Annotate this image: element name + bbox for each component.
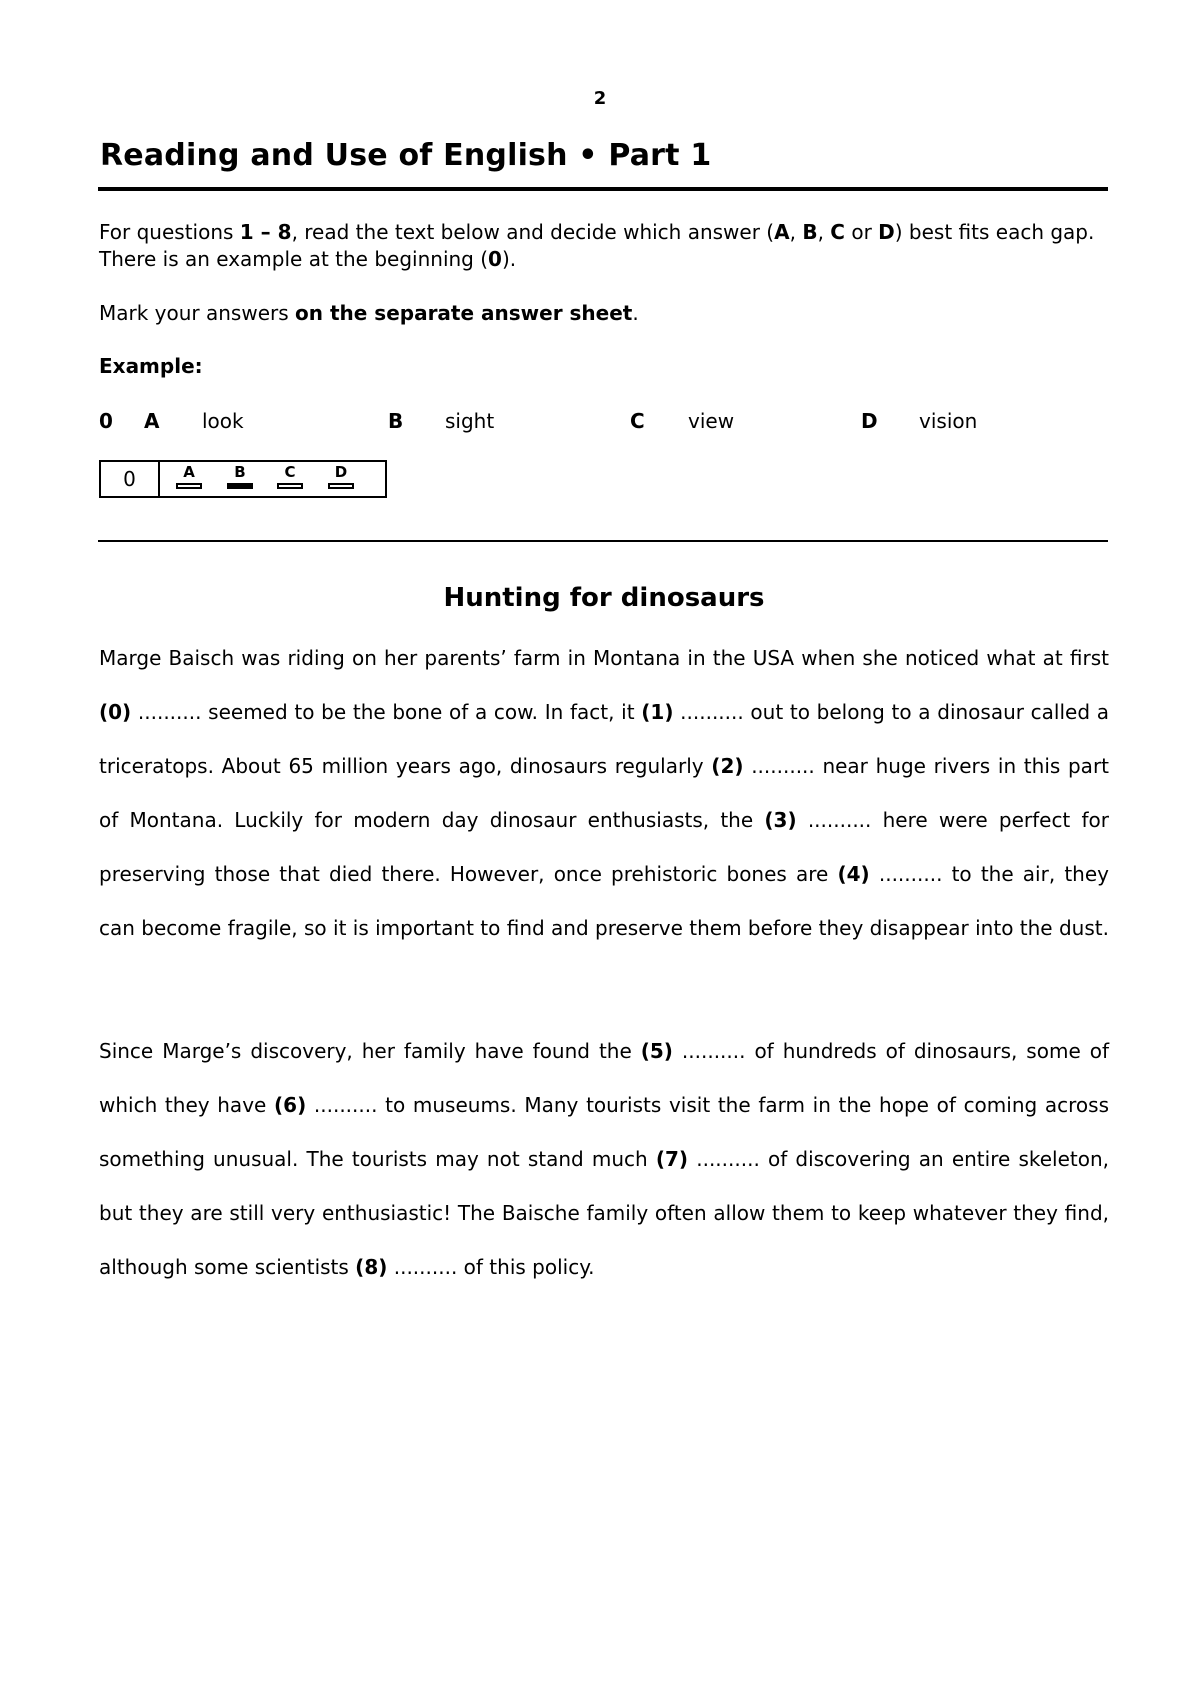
example-option-word: sight — [445, 409, 495, 433]
example-number: 0 — [488, 247, 502, 271]
passage-paragraph-1 — [99, 631, 1109, 955]
passage-text: Since Marge’s discovery, her family have found the — [99, 1039, 641, 1063]
mark-answers-note — [99, 300, 639, 327]
gap-number: (2) — [711, 754, 744, 778]
passage-text: .......... to museums. Many tourists visit the farm in the hope of coming across something unusual. The tourists may not stand much — [99, 1093, 1109, 1171]
gap-number: (6) — [274, 1093, 307, 1117]
passage-text: .......... to the air, they can become fragile, so it is important to find and preserve them before they disappear into the dust. — [99, 862, 1109, 940]
passage-text: .......... seemed to be the bone of a cow. In fact, it — [131, 700, 642, 724]
example-answer-box — [99, 460, 387, 498]
option-letter: C — [830, 220, 845, 244]
option-letter: A — [774, 220, 790, 244]
option-letter: B — [802, 220, 818, 244]
mark-answers-emphasis: on the separate answer sheet — [295, 301, 633, 325]
example-row — [99, 409, 999, 437]
example-number: 0 — [99, 409, 113, 433]
passage-text: .......... here were perfect for preserving those that died there. However, once prehistoric bones are — [99, 808, 1109, 886]
answer-option-a — [174, 464, 204, 489]
mark-answers-text: Mark your answers — [99, 301, 296, 325]
example-option-word: vision — [919, 409, 978, 433]
part-title: Reading and Use of English • Part 1 — [100, 138, 712, 173]
answer-bubble — [277, 483, 303, 489]
example-option-letter: B — [388, 409, 404, 433]
answer-bubble — [176, 483, 202, 489]
instructions-text: , read the text below and decide which answer ( — [291, 220, 775, 244]
answer-option-d — [326, 464, 356, 489]
answer-bubble — [328, 483, 354, 489]
answer-box-number: 0 — [101, 462, 160, 496]
instructions-text: ). — [501, 247, 517, 271]
passage-paragraph-2 — [99, 1024, 1109, 1294]
instructions-text: For questions — [99, 220, 240, 244]
example-option-word: look — [202, 409, 244, 433]
passage-text: .......... of hundreds of dinosaurs, some of which they have — [99, 1039, 1109, 1117]
instructions-text: , — [817, 220, 831, 244]
question-range: 1 – 8 — [239, 220, 292, 244]
title-underline — [98, 187, 1108, 191]
text-title: Hunting for dinosaurs — [443, 583, 765, 613]
answer-option-b — [225, 464, 255, 489]
example-option-letter: A — [144, 409, 160, 433]
gap-number: (1) — [641, 700, 674, 724]
gap-number: (7) — [655, 1147, 689, 1171]
passage-text: .......... near huge rivers in this part of Montana. Luckily for modern day dinosaur enthusiasts, the — [99, 754, 1110, 832]
mark-answers-text: . — [632, 301, 639, 325]
answer-option-label: C — [284, 463, 296, 481]
example-option-word: view — [688, 409, 735, 433]
gap-number: (8) — [355, 1255, 388, 1279]
answer-option-label: B — [234, 463, 246, 481]
answer-option-c — [275, 464, 305, 489]
answer-option-label: D — [334, 463, 348, 481]
passage-text: .......... of discovering an entire skeleton, but they are still very enthusiastic! The Baische family often allow them to keep whatever they find, although some scientists — [99, 1147, 1110, 1279]
page-number: 2 — [593, 88, 607, 109]
gap-number: (0) — [99, 700, 132, 724]
example-option-letter: C — [630, 409, 645, 433]
gap-number: (3) — [764, 808, 797, 832]
answer-option-label: A — [183, 463, 195, 481]
answer-bubble-selected — [227, 483, 253, 489]
gap-number: (4) — [837, 862, 870, 886]
passage-text: Marge Baisch was riding on her parents’ farm in Montana in the USA when she noticed what at first — [99, 646, 1109, 670]
example-label: Example: — [99, 354, 203, 378]
passage-text: .......... out to belong to a dinosaur called a triceratops. About 65 million years ago, dinosaurs regularly — [99, 700, 1109, 778]
passage-text: .......... of this policy. — [387, 1255, 595, 1279]
option-letter: D — [878, 220, 895, 244]
instructions-text: ) best fits each gap. There is an example at the beginning ( — [99, 220, 1095, 271]
section-divider — [98, 540, 1108, 542]
gap-number: (5) — [640, 1039, 673, 1063]
instructions-text: , — [789, 220, 803, 244]
instructions — [99, 219, 1109, 273]
instructions-text: or — [844, 220, 879, 244]
example-option-letter: D — [861, 409, 878, 433]
